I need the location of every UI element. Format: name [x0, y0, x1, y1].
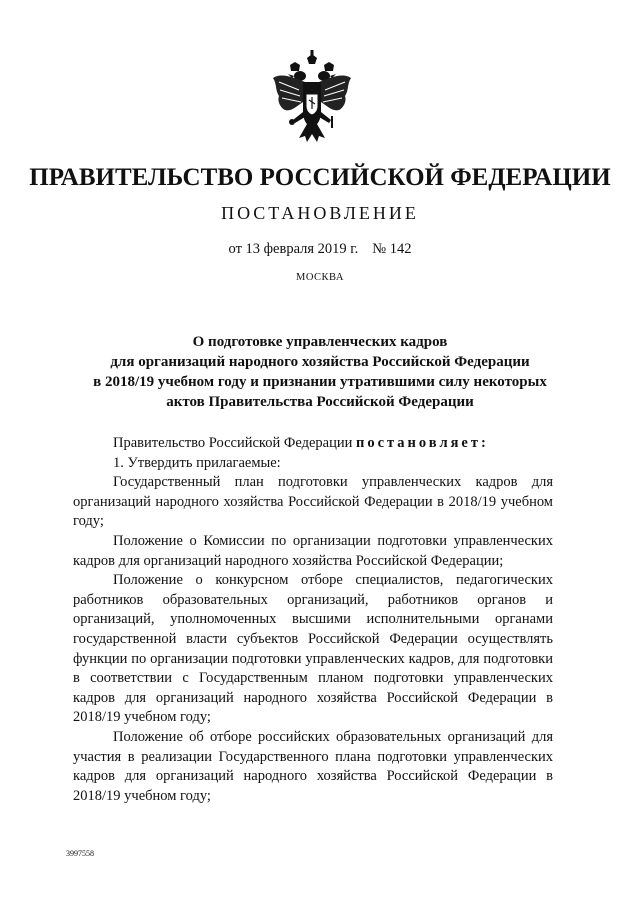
title-line: для организаций народного хозяйства Российской Федерации [110, 354, 530, 370]
body-paragraph: Государственный план подготовки управленческих кадров для организаций народного хозяйства Российской Федерации в 2018/19 учебном году; [73, 474, 553, 530]
city: МОСКВА [296, 272, 344, 283]
coat-of-arms-icon [267, 50, 357, 150]
title-line: в 2018/19 учебном году и признании утратившими силу некоторых [93, 374, 547, 390]
document-type: ПОСТАНОВЛЕНИЕ [221, 203, 419, 223]
body-paragraph: 1. Утвердить прилагаемые: [113, 454, 281, 471]
body-paragraph: Положение о конкурсном отборе специалистов, педагогических работников образовательных организаций, работников органов и организаций, уполномоченных высшими исполнительными органами государственной власти субъектов Российской Федерации осуществлять функции по организации подготовки управленческих кадров, для подготовки в соответствии с Государственным планом подготовки управленческих кадров для организаций народного хозяйства Российской Федерации в 2018/19 учебном году; [73, 572, 553, 726]
title-line: О подготовке управленческих кадров [192, 334, 448, 350]
title-line: актов Правительства Российской Федерации [166, 394, 474, 410]
body-paragraph: Положение о Комиссии по организации подготовки управленческих кадров для организаций народного хозяйства Российской Федерации; [73, 532, 553, 569]
document-code: 3997558 [66, 849, 94, 858]
intro-text: Правительство Российской Федерации [113, 435, 353, 451]
document-title [40, 332, 600, 412]
date-and-number [0, 241, 640, 258]
document-body [73, 434, 553, 806]
document-number: № 142 [372, 241, 412, 257]
document-date: от 13 февраля 2019 г. [228, 241, 359, 257]
decree-word: постановляет: [355, 435, 489, 451]
intro-paragraph [73, 434, 553, 454]
body-paragraph: Положение об отборе российских образовательных организаций для участия в реализации Государственного плана подготовки управленческих кадров для организаций народного хозяйства Российской Федерации в 2018/19 учебном году; [73, 728, 553, 804]
government-name: ПРАВИТЕЛЬСТВО РОССИЙСКОЙ ФЕДЕРАЦИИ [29, 164, 611, 191]
